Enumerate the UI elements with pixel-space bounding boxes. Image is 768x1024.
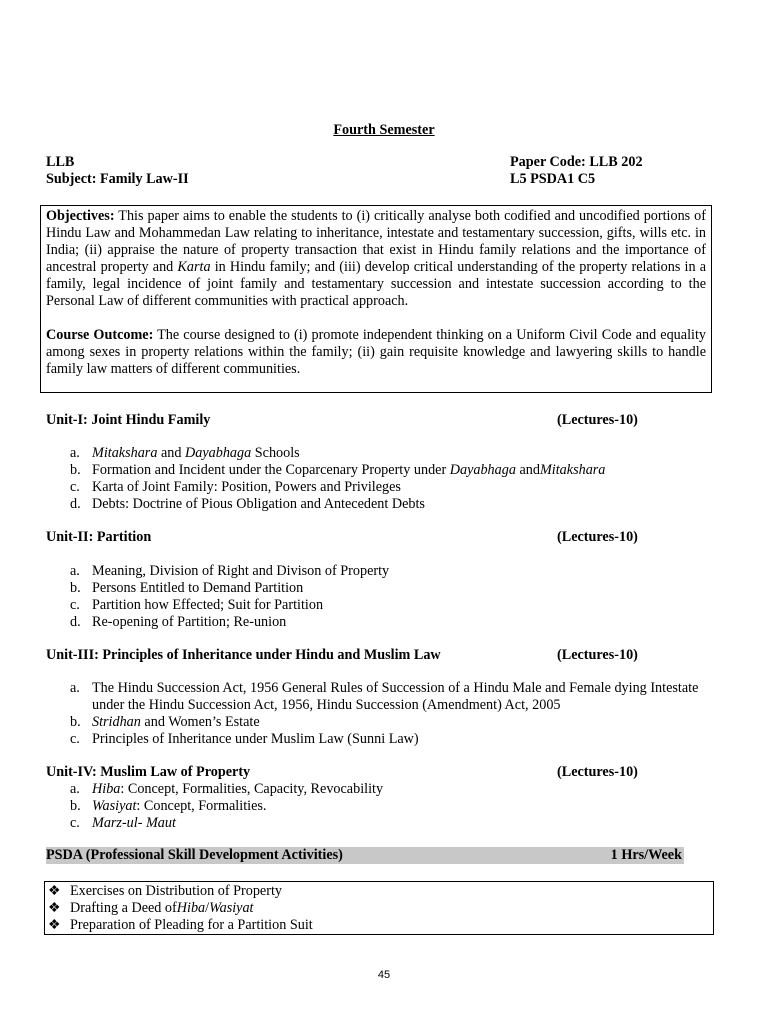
list-item: c. Partition how Effected; Suit for Partition — [70, 597, 324, 613]
unit-3-topics — [46, 680, 706, 748]
code-line: L5 PSDA1 C5 — [510, 171, 596, 187]
unit-title: Unit-IV: Muslim Law of Property — [46, 764, 251, 780]
objectives-text-1: This paper aims to enable the students to (i) critically analyse both codified and uncodified portions of Hindu Law and Mohammedan Law relating to inheritance, intestate and testamentary succession, gifts, wills etc. in India; (ii) appraise the nature of property transaction that exist in Hindu family relations and the importance of ancestral property and — [46, 208, 706, 275]
psda-hours: 1 Hrs/Week — [610, 847, 682, 863]
list-item: d. Re-opening of Partition; Re-union — [70, 614, 287, 630]
outcome-label: Course Outcome: — [46, 327, 154, 343]
diamond-bullet-icon: ❖ — [48, 883, 61, 899]
unit-title: Unit-III: Principles of Inheritance under Hindu and Muslim Law — [46, 647, 441, 663]
list-item: c. Principles of Inheritance under Muslim Law (Sunni Law) — [70, 731, 419, 747]
header-right — [510, 154, 643, 188]
objectives-paragraph — [46, 208, 706, 310]
course-name: LLB — [46, 154, 75, 170]
unit-title: Unit-II: Partition — [46, 529, 152, 545]
outcome-text: The course designed to (i) promote independent thinking on a Uniform Civil Code and equality among sexes in property relations within the family; (ii) gain requisite knowledge and lawyering skills to handle family law matters of different communities. — [46, 327, 706, 377]
paper-code: Paper Code: LLB 202 — [510, 154, 643, 170]
objectives-label: Objectives: — [46, 208, 115, 224]
list-item: ❖ Drafting a Deed ofHiba/Wasiyat — [48, 900, 254, 916]
psda-activities-box — [44, 881, 714, 935]
psda-title: PSDA (Professional Skill Development Activities) — [46, 847, 343, 863]
list-item: d. Debts: Doctrine of Pious Obligation and Antecedent Debts — [70, 496, 425, 512]
unit-lectures: (Lectures-10) — [557, 764, 638, 780]
list-item: b. Stridhan and Women’s Estate — [70, 714, 260, 730]
list-item: c. Marz-ul- Maut — [70, 815, 176, 831]
outcome-paragraph — [46, 327, 706, 378]
unit-lectures: (Lectures-10) — [557, 412, 638, 428]
objectives-text-2: in Hindu family; and (iii) develop critical understanding of the property relations in a family, legal incidence of joint family and testamentary succession and intestate succession according to the Personal Law of different communities with practical approach. — [46, 259, 706, 309]
list-item: ❖ Preparation of Pleading for a Partition Suit — [48, 917, 313, 933]
objectives-box — [40, 205, 712, 393]
unit-4-topics — [46, 781, 706, 832]
unit-3-heading — [46, 647, 646, 664]
unit-lectures: (Lectures-10) — [557, 529, 638, 545]
semester-title: Fourth Semester — [333, 122, 435, 138]
unit-1-heading — [46, 412, 646, 429]
unit-2-heading — [46, 529, 646, 546]
list-item: b. Persons Entitled to Demand Partition — [70, 580, 304, 596]
unit-title: Unit-I: Joint Hindu Family — [46, 412, 211, 428]
list-item: a. The Hindu Succession Act, 1956 General Rules of Succession of a Hindu Male and Female dying Intestate under the Hindu Succession Act, 1956, Hindu Succession (Amendment) Act, 2005 — [70, 680, 699, 713]
unit-1-topics — [46, 445, 706, 513]
objectives-karta: Karta — [177, 259, 211, 275]
list-item: a. Meaning, Division of Right and Divison of Property — [70, 563, 390, 579]
psda-heading-bar — [46, 847, 684, 864]
list-item: a. Mitakshara and Dayabhaga Schools — [70, 445, 300, 461]
unit-2-topics — [46, 563, 706, 631]
list-item: b. Wasiyat: Concept, Formalities. — [70, 798, 267, 814]
list-item: a. Hiba: Concept, Formalities, Capacity, Revocability — [70, 781, 384, 797]
list-item: c. Karta of Joint Family: Position, Powers and Privileges — [70, 479, 401, 495]
header-left — [46, 154, 189, 188]
subject-name: Subject: Family Law-II — [46, 171, 189, 187]
list-item: b. Formation and Incident under the Coparcenary Property under Dayabhaga andMitakshara — [70, 462, 606, 478]
diamond-bullet-icon: ❖ — [48, 917, 61, 933]
page-number: 45 — [377, 969, 391, 981]
list-item: ❖ Exercises on Distribution of Property — [48, 883, 282, 899]
unit-lectures: (Lectures-10) — [557, 647, 638, 663]
unit-4-heading — [46, 764, 646, 781]
diamond-bullet-icon: ❖ — [48, 900, 61, 916]
